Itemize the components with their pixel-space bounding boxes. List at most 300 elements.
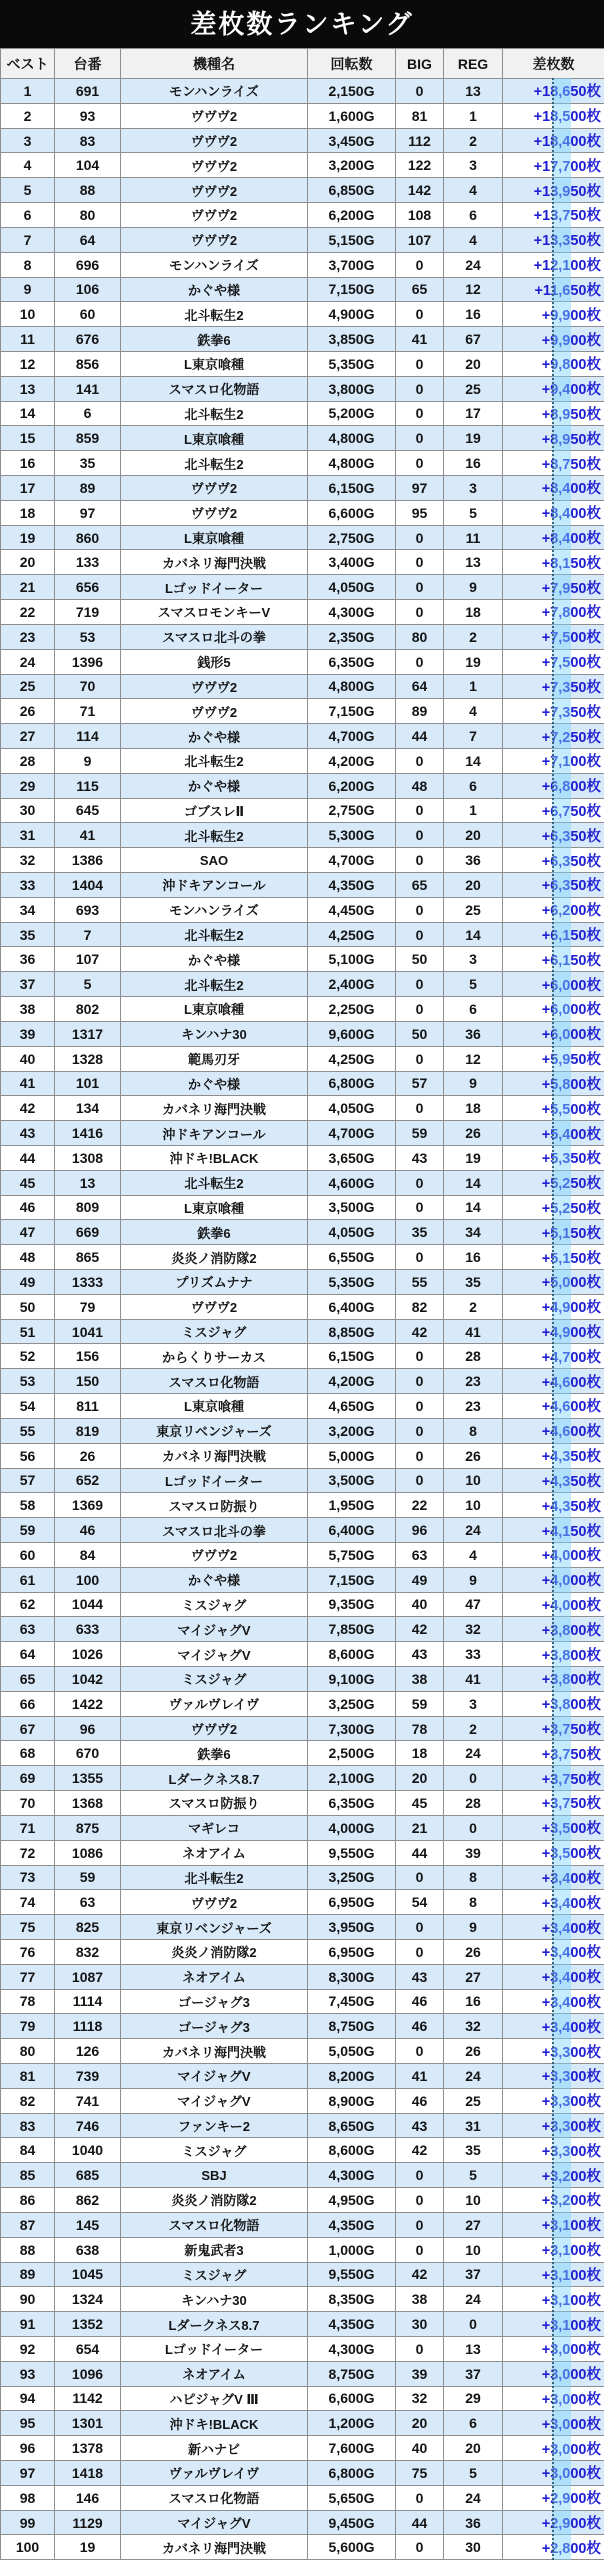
machine-name-cell: 新鬼武者3: [121, 2237, 308, 2262]
machine-number-cell: 1333: [55, 1270, 121, 1295]
table-row: [1, 2336, 604, 2361]
reg-cell: 25: [444, 2088, 503, 2113]
spins-cell: 8,850G: [308, 1319, 396, 1344]
rank-cell: 17: [1, 476, 55, 501]
reg-cell: 23: [444, 1369, 503, 1394]
diff-count-cell: +7,950枚: [503, 575, 604, 600]
big-cell: 0: [396, 252, 444, 277]
machine-number-cell: 104: [55, 153, 121, 178]
table-row: [1, 153, 604, 178]
rank-cell: 44: [1, 1145, 55, 1170]
rank-cell: 46: [1, 1195, 55, 1220]
rank-cell: 95: [1, 2411, 55, 2436]
spins-cell: 2,250G: [308, 997, 396, 1022]
diff-count-cell: +3,400枚: [503, 1964, 604, 1989]
spins-cell: 5,150G: [308, 227, 396, 252]
machine-number-cell: 652: [55, 1468, 121, 1493]
table-row: [1, 575, 604, 600]
table-row: [1, 1518, 604, 1543]
diff-count-cell: +12,100枚: [503, 252, 604, 277]
machine-number-cell: 107: [55, 947, 121, 972]
reg-cell: 23: [444, 1394, 503, 1419]
reg-cell: 5: [444, 500, 503, 525]
machine-number-cell: 93: [55, 103, 121, 128]
reg-cell: 36: [444, 1021, 503, 1046]
rank-cell: 7: [1, 227, 55, 252]
rank-cell: 23: [1, 624, 55, 649]
diff-count-cell: +5,500枚: [503, 1096, 604, 1121]
table-row: [1, 103, 604, 128]
machine-name-cell: スマスロ防振り: [121, 1791, 308, 1816]
machine-name-cell: ゴージャグ3: [121, 1989, 308, 2014]
rank-cell: 75: [1, 1915, 55, 1940]
big-cell: 43: [396, 1964, 444, 1989]
machine-number-cell: 1026: [55, 1642, 121, 1667]
diff-count-cell: +7,500枚: [503, 624, 604, 649]
reg-cell: 8: [444, 1890, 503, 1915]
big-cell: 0: [396, 376, 444, 401]
spins-cell: 5,750G: [308, 1542, 396, 1567]
big-cell: 0: [396, 1046, 444, 1071]
diff-count-cell: +9,800枚: [503, 351, 604, 376]
spins-cell: 6,400G: [308, 1294, 396, 1319]
diff-count-cell: +18,400枚: [503, 128, 604, 153]
big-cell: 54: [396, 1890, 444, 1915]
diff-count-cell: +6,000枚: [503, 1021, 604, 1046]
spins-cell: 2,400G: [308, 972, 396, 997]
diff-count-cell: +3,300枚: [503, 2138, 604, 2163]
big-cell: 0: [396, 2485, 444, 2510]
spins-cell: 4,350G: [308, 873, 396, 898]
rank-cell: 84: [1, 2138, 55, 2163]
spins-cell: 9,350G: [308, 1592, 396, 1617]
rank-cell: 2: [1, 103, 55, 128]
diff-count-cell: +4,000枚: [503, 1592, 604, 1617]
machine-name-cell: Lゴッドイーター: [121, 2336, 308, 2361]
diff-count-cell: +3,000枚: [503, 2461, 604, 2486]
spins-cell: 8,300G: [308, 1964, 396, 1989]
spins-cell: 2,750G: [308, 525, 396, 550]
table-row: [1, 79, 604, 104]
machine-name-cell: L東京喰種: [121, 1195, 308, 1220]
spins-cell: 6,550G: [308, 1245, 396, 1270]
spins-cell: 4,800G: [308, 426, 396, 451]
spins-cell: 2,100G: [308, 1766, 396, 1791]
machine-name-cell: スマスロ化物語: [121, 376, 308, 401]
rank-cell: 21: [1, 575, 55, 600]
diff-count-cell: +7,100枚: [503, 748, 604, 773]
reg-cell: 17: [444, 401, 503, 426]
machine-name-cell: スマスロ化物語: [121, 1369, 308, 1394]
big-cell: 0: [396, 1443, 444, 1468]
table-row: [1, 2188, 604, 2213]
machine-name-cell: 北斗転生2: [121, 401, 308, 426]
big-cell: 107: [396, 227, 444, 252]
machine-number-cell: 156: [55, 1344, 121, 1369]
big-cell: 0: [396, 426, 444, 451]
spins-cell: 5,600G: [308, 2535, 396, 2560]
big-cell: 0: [396, 1394, 444, 1419]
reg-cell: 6: [444, 773, 503, 798]
diff-count-cell: +2,900枚: [503, 2510, 604, 2535]
diff-count-cell: +3,750枚: [503, 1766, 604, 1791]
spins-cell: 4,300G: [308, 600, 396, 625]
machine-number-cell: 88: [55, 178, 121, 203]
machine-name-cell: ハピジャグV Ⅲ: [121, 2386, 308, 2411]
table-row: [1, 1989, 604, 2014]
reg-cell: 39: [444, 1840, 503, 1865]
diff-count-cell: +3,300枚: [503, 2039, 604, 2064]
diff-count-cell: +9,900枚: [503, 327, 604, 352]
reg-cell: 24: [444, 2064, 503, 2089]
machine-number-cell: 802: [55, 997, 121, 1022]
big-cell: 57: [396, 1071, 444, 1096]
big-cell: 142: [396, 178, 444, 203]
page-title: 差枚数ランキング: [0, 0, 604, 48]
machine-number-cell: 79: [55, 1294, 121, 1319]
big-cell: 0: [396, 1344, 444, 1369]
machine-number-cell: 1328: [55, 1046, 121, 1071]
big-cell: 0: [396, 1170, 444, 1195]
table-row: [1, 823, 604, 848]
machine-name-cell: 炎炎ノ消防隊2: [121, 2188, 308, 2213]
table-row: [1, 1245, 604, 1270]
reg-cell: 0: [444, 2312, 503, 2337]
machine-name-cell: ヴヴヴ2: [121, 1716, 308, 1741]
machine-number-cell: 693: [55, 897, 121, 922]
big-cell: 42: [396, 1617, 444, 1642]
big-cell: 0: [396, 2212, 444, 2237]
machine-name-cell: ヴヴヴ2: [121, 674, 308, 699]
rank-cell: 90: [1, 2287, 55, 2312]
machine-name-cell: ネオアイム: [121, 1964, 308, 1989]
spins-cell: 4,350G: [308, 2212, 396, 2237]
machine-name-cell: 範馬刃牙: [121, 1046, 308, 1071]
table-row: [1, 476, 604, 501]
diff-count-cell: +3,800枚: [503, 1617, 604, 1642]
big-cell: 44: [396, 724, 444, 749]
diff-count-cell: +3,000枚: [503, 2336, 604, 2361]
rank-cell: 36: [1, 947, 55, 972]
diff-count-cell: +3,750枚: [503, 1716, 604, 1741]
spins-cell: 4,050G: [308, 1220, 396, 1245]
machine-name-cell: ヴヴヴ2: [121, 227, 308, 252]
spins-cell: 5,050G: [308, 2039, 396, 2064]
big-cell: 43: [396, 2113, 444, 2138]
table-row: [1, 1468, 604, 1493]
table-row: [1, 1046, 604, 1071]
rank-cell: 55: [1, 1418, 55, 1443]
header-row: [1, 49, 604, 79]
machine-name-cell: 炎炎ノ消防隊2: [121, 1939, 308, 1964]
big-cell: 0: [396, 2039, 444, 2064]
big-cell: 0: [396, 525, 444, 550]
machine-name-cell: ミスジャグ: [121, 1319, 308, 1344]
table-row: [1, 798, 604, 823]
reg-cell: 28: [444, 1344, 503, 1369]
diff-count-cell: +6,000枚: [503, 972, 604, 997]
reg-cell: 33: [444, 1642, 503, 1667]
spins-cell: 2,350G: [308, 624, 396, 649]
big-cell: 64: [396, 674, 444, 699]
rank-cell: 51: [1, 1319, 55, 1344]
big-cell: 0: [396, 1096, 444, 1121]
rank-cell: 76: [1, 1939, 55, 1964]
rank-cell: 85: [1, 2163, 55, 2188]
big-cell: 20: [396, 1766, 444, 1791]
machine-number-cell: 1317: [55, 1021, 121, 1046]
table-row: [1, 2212, 604, 2237]
table-row: [1, 500, 604, 525]
machine-number-cell: 1308: [55, 1145, 121, 1170]
machine-name-cell: ヴヴヴ2: [121, 103, 308, 128]
spins-cell: 4,250G: [308, 1046, 396, 1071]
table-row: [1, 2361, 604, 2386]
big-cell: 78: [396, 1716, 444, 1741]
spins-cell: 5,200G: [308, 401, 396, 426]
column-header-rank: ベスト: [1, 49, 55, 79]
reg-cell: 32: [444, 2014, 503, 2039]
reg-cell: 5: [444, 2163, 503, 2188]
machine-name-cell: ヴヴヴ2: [121, 178, 308, 203]
table-row: [1, 1121, 604, 1146]
machine-name-cell: スマスロ化物語: [121, 2212, 308, 2237]
machine-name-cell: 北斗転生2: [121, 451, 308, 476]
spins-cell: 4,250G: [308, 922, 396, 947]
big-cell: 49: [396, 1567, 444, 1592]
rank-cell: 45: [1, 1170, 55, 1195]
machine-name-cell: プリズムナナ: [121, 1270, 308, 1295]
rank-cell: 82: [1, 2088, 55, 2113]
machine-number-cell: 1118: [55, 2014, 121, 2039]
spins-cell: 3,250G: [308, 1691, 396, 1716]
machine-name-cell: 東京リベンジャーズ: [121, 1915, 308, 1940]
diff-count-cell: +3,800枚: [503, 1667, 604, 1692]
reg-cell: 11: [444, 525, 503, 550]
big-cell: 65: [396, 277, 444, 302]
rank-cell: 93: [1, 2361, 55, 2386]
big-cell: 75: [396, 2461, 444, 2486]
table-row: [1, 1493, 604, 1518]
rank-cell: 27: [1, 724, 55, 749]
spins-cell: 1,950G: [308, 1493, 396, 1518]
rank-cell: 38: [1, 997, 55, 1022]
reg-cell: 9: [444, 1071, 503, 1096]
table-row: [1, 302, 604, 327]
rank-cell: 70: [1, 1791, 55, 1816]
rank-cell: 81: [1, 2064, 55, 2089]
rank-cell: 34: [1, 897, 55, 922]
diff-count-cell: +9,900枚: [503, 302, 604, 327]
table-row: [1, 1592, 604, 1617]
big-cell: 59: [396, 1121, 444, 1146]
table-row: [1, 1096, 604, 1121]
reg-cell: 37: [444, 2262, 503, 2287]
reg-cell: 5: [444, 972, 503, 997]
spins-cell: 5,000G: [308, 1443, 396, 1468]
machine-name-cell: マイジャグV: [121, 2088, 308, 2113]
spins-cell: 7,150G: [308, 1567, 396, 1592]
spins-cell: 8,750G: [308, 2014, 396, 2039]
big-cell: 0: [396, 600, 444, 625]
machine-name-cell: Lゴッドイーター: [121, 575, 308, 600]
diff-count-cell: +3,000枚: [503, 2361, 604, 2386]
machine-name-cell: ミスジャグ: [121, 1667, 308, 1692]
table-row: [1, 748, 604, 773]
spins-cell: 3,250G: [308, 1865, 396, 1890]
diff-count-cell: +3,000枚: [503, 2436, 604, 2461]
rank-cell: 49: [1, 1270, 55, 1295]
rank-cell: 67: [1, 1716, 55, 1741]
reg-cell: 41: [444, 1319, 503, 1344]
reg-cell: 34: [444, 1220, 503, 1245]
rank-cell: 54: [1, 1394, 55, 1419]
machine-name-cell: ヴヴヴ2: [121, 128, 308, 153]
rank-cell: 48: [1, 1245, 55, 1270]
rank-cell: 47: [1, 1220, 55, 1245]
rank-cell: 12: [1, 351, 55, 376]
machine-number-cell: 1142: [55, 2386, 121, 2411]
diff-count-cell: +7,800枚: [503, 600, 604, 625]
machine-name-cell: 北斗転生2: [121, 922, 308, 947]
machine-name-cell: ヴヴヴ2: [121, 476, 308, 501]
table-row: [1, 848, 604, 873]
reg-cell: 41: [444, 1667, 503, 1692]
reg-cell: 24: [444, 1741, 503, 1766]
machine-name-cell: マイジャグV: [121, 1617, 308, 1642]
machine-name-cell: L東京喰種: [121, 351, 308, 376]
spins-cell: 6,150G: [308, 476, 396, 501]
table-row: [1, 277, 604, 302]
big-cell: 0: [396, 550, 444, 575]
reg-cell: 2: [444, 128, 503, 153]
diff-count-cell: +8,400枚: [503, 476, 604, 501]
diff-count-cell: +3,800枚: [503, 1691, 604, 1716]
table-row: [1, 2262, 604, 2287]
table-row: [1, 2287, 604, 2312]
reg-cell: 3: [444, 1691, 503, 1716]
big-cell: 0: [396, 351, 444, 376]
diff-count-cell: +3,400枚: [503, 1989, 604, 2014]
machine-number-cell: 809: [55, 1195, 121, 1220]
machine-number-cell: 6: [55, 401, 121, 426]
machine-number-cell: 97: [55, 500, 121, 525]
machine-number-cell: 811: [55, 1394, 121, 1419]
spins-cell: 7,150G: [308, 699, 396, 724]
reg-cell: 16: [444, 1245, 503, 1270]
big-cell: 18: [396, 1741, 444, 1766]
reg-cell: 8: [444, 1418, 503, 1443]
reg-cell: 20: [444, 823, 503, 848]
diff-count-cell: +8,950枚: [503, 401, 604, 426]
rank-cell: 94: [1, 2386, 55, 2411]
spins-cell: 6,600G: [308, 2386, 396, 2411]
big-cell: 0: [396, 1245, 444, 1270]
diff-count-cell: +2,900枚: [503, 2485, 604, 2510]
diff-count-cell: +4,600枚: [503, 1394, 604, 1419]
diff-count-cell: +4,900枚: [503, 1294, 604, 1319]
spins-cell: 6,950G: [308, 1939, 396, 1964]
big-cell: 0: [396, 798, 444, 823]
table-row: [1, 2237, 604, 2262]
machine-name-cell: キンハナ30: [121, 1021, 308, 1046]
table-row: [1, 947, 604, 972]
spins-cell: 3,400G: [308, 550, 396, 575]
rank-cell: 43: [1, 1121, 55, 1146]
reg-cell: 19: [444, 1145, 503, 1170]
rank-cell: 74: [1, 1890, 55, 1915]
column-header-machine-number: 台番: [55, 49, 121, 79]
big-cell: 38: [396, 2287, 444, 2312]
table-row: [1, 2014, 604, 2039]
big-cell: 0: [396, 79, 444, 104]
machine-name-cell: SBJ: [121, 2163, 308, 2188]
table-row: [1, 1840, 604, 1865]
table-row: [1, 1766, 604, 1791]
machine-number-cell: 9: [55, 748, 121, 773]
rank-cell: 32: [1, 848, 55, 873]
reg-cell: 6: [444, 997, 503, 1022]
machine-number-cell: 115: [55, 773, 121, 798]
diff-count-cell: +6,350枚: [503, 873, 604, 898]
spins-cell: 6,800G: [308, 2461, 396, 2486]
machine-name-cell: カバネリ海門決戦: [121, 1096, 308, 1121]
big-cell: 46: [396, 1989, 444, 2014]
spins-cell: 2,500G: [308, 1741, 396, 1766]
machine-name-cell: ヴヴヴ2: [121, 1542, 308, 1567]
diff-count-cell: +3,200枚: [503, 2163, 604, 2188]
spins-cell: 4,650G: [308, 1394, 396, 1419]
machine-name-cell: からくりサーカス: [121, 1344, 308, 1369]
ranking-table-body: [1, 79, 604, 2560]
table-row: [1, 1220, 604, 1245]
rank-cell: 40: [1, 1046, 55, 1071]
rank-cell: 14: [1, 401, 55, 426]
diff-count-cell: +18,500枚: [503, 103, 604, 128]
diff-count-cell: +3,100枚: [503, 2212, 604, 2237]
machine-number-cell: 856: [55, 351, 121, 376]
rank-cell: 62: [1, 1592, 55, 1617]
table-row: [1, 1418, 604, 1443]
big-cell: 80: [396, 624, 444, 649]
rank-cell: 66: [1, 1691, 55, 1716]
reg-cell: 4: [444, 699, 503, 724]
machine-number-cell: 63: [55, 1890, 121, 1915]
machine-number-cell: 133: [55, 550, 121, 575]
machine-number-cell: 862: [55, 2188, 121, 2213]
machine-name-cell: 沖ドキ!BLACK: [121, 2411, 308, 2436]
rank-cell: 39: [1, 1021, 55, 1046]
diff-count-cell: +3,400枚: [503, 1890, 604, 1915]
rank-cell: 98: [1, 2485, 55, 2510]
big-cell: 48: [396, 773, 444, 798]
big-cell: 122: [396, 153, 444, 178]
reg-cell: 35: [444, 1270, 503, 1295]
spins-cell: 5,350G: [308, 1270, 396, 1295]
machine-number-cell: 739: [55, 2064, 121, 2089]
rank-cell: 6: [1, 203, 55, 228]
table-row: [1, 1071, 604, 1096]
machine-number-cell: 669: [55, 1220, 121, 1245]
machine-number-cell: 1378: [55, 2436, 121, 2461]
machine-name-cell: かぐや様: [121, 1567, 308, 1592]
machine-name-cell: L東京喰種: [121, 525, 308, 550]
rank-cell: 68: [1, 1741, 55, 1766]
machine-name-cell: SAO: [121, 848, 308, 873]
big-cell: 0: [396, 997, 444, 1022]
machine-number-cell: 865: [55, 1245, 121, 1270]
machine-name-cell: 新ハナビ: [121, 2436, 308, 2461]
